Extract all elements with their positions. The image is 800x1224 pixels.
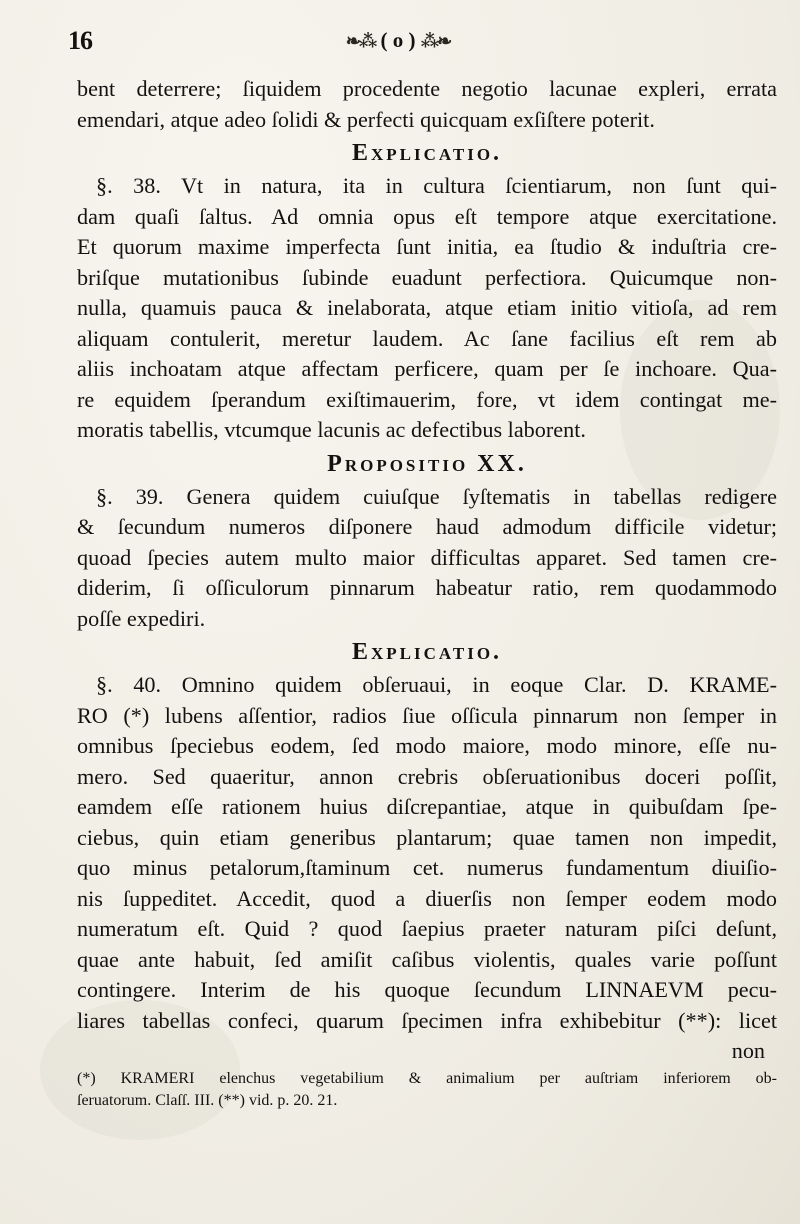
- section-title-explicatio: Explicatio.: [351, 140, 503, 166]
- text-line: omnibus ſpeciebus eodem, ſed modo maiore, modo minore, eſſe nu-: [77, 733, 777, 758]
- text-line: poſſe expediri.: [77, 605, 206, 631]
- page-header: [68, 26, 728, 62]
- text-line: Et quorum maxime imperfecta ſunt initia, ea ſtudio & induſtria cre-: [77, 234, 777, 259]
- running-head: [68, 28, 728, 53]
- footnote-line: (*) KRAMERI elenchus vegetabilium & animalium per auſtriam inferiorem ob-: [77, 1069, 777, 1087]
- page-number: 16: [68, 26, 92, 55]
- text-line: §. 38. Vt in natura, ita in cultura ſcientiarum, non ſunt qui-: [96, 173, 777, 198]
- footnote-line: ſeruatorum. Claſſ. III. (**) vid. p. 20. 21.: [77, 1091, 338, 1109]
- text-line: aliis inchoatam atque affectam perficere, quam per ſe inchoare. Qua-: [77, 356, 777, 381]
- text-line: quo minus petalorum,ſtaminum cet. numerus fundamentum diuiſio-: [77, 855, 777, 880]
- text-line: RO (*) lubens aſſentior, radios ſiue oſſicula pinnarum non ſemper in: [77, 702, 777, 728]
- text-line: bent deterrere; ſiquidem procedente negotio lacunae expleri, errata: [77, 76, 777, 101]
- ornament-right-icon: ⁂❧: [420, 31, 451, 51]
- text-line: & ſecundum numeros diſponere haud admodum difficile videtur;: [77, 514, 777, 539]
- text-line: nis ſuppeditet. Accedit, quod a diuerſis non ſemper eodem modo: [77, 885, 777, 911]
- text-line: quae ante habuit, ſed amiſit caſibus violentis, quales varie poſſunt: [77, 946, 777, 972]
- text-line: §. 39. Genera quidem cuiuſque ſyſtematis in tabellas redigere: [96, 483, 777, 509]
- text-line: §. 40. Omnino quidem obſeruaui, in eoque Clar. D. KRAME-: [96, 672, 777, 697]
- text-line: dam quaſi ſaltus. Ad omnia opus eſt tempore atque exercitatione.: [77, 203, 777, 229]
- text-line: numeratum eſt. Quid ? quod ſaepius praeter naturam piſci deſunt,: [77, 916, 777, 941]
- page-body: [77, 74, 777, 1112]
- text-line: moratis tabellis, vtcumque lacunis ac defectibus laborent.: [77, 417, 586, 442]
- text-line: re equidem ſperandum exiſtimauerim, fore, vt idem contingat me-: [77, 386, 777, 412]
- text-line: quoad ſpecies autem multo maior difficultas apparet. Sed tamen cre-: [77, 544, 777, 570]
- ornament-left-icon: ❧⁂: [345, 31, 376, 51]
- text-line: nulla, quamuis pauca & inelaborata, atque etiam initio vitioſa, ad rem: [77, 295, 777, 320]
- text-line: diderim, ſi oſſiculorum pinnarum habeatur ratio, rem quodammodo: [77, 575, 777, 600]
- footnotes: [77, 1068, 777, 1112]
- text-line: eamdem eſſe rationem huius diſcrepantiae, atque in quibuſdam ſpe-: [77, 794, 777, 819]
- catchword: non: [731, 1038, 765, 1063]
- text-line: emendari, atque adeo ſolidi & perfecti quicquam exſiſtere poterit.: [77, 106, 655, 132]
- text-line: liares tabellas confeci, quarum ſpecimen infra exhibebitur (**): licet: [77, 1007, 777, 1033]
- running-head-text: ( o ): [380, 28, 416, 52]
- text-line: contingere. Interim de his quoque ſecundum LINNAEVM pecu-: [77, 977, 777, 1002]
- section-title-explicatio-2: Explicatio.: [351, 639, 503, 665]
- text-line: briſque mutationibus ſubinde euadunt perfectiora. Quicumque non-: [77, 264, 777, 290]
- text-line: mero. Sed quaeritur, annon crebris obſeruationibus doceri poſſit,: [77, 763, 777, 789]
- section-title-propositio: Propositio XX.: [327, 450, 527, 477]
- text-line: ciebus, quin etiam generibus plantarum; quae tamen non impedit,: [77, 824, 777, 850]
- text-line: aliquam contulerit, meretur laudem. Ac ſane facilius eſt rem ab: [77, 325, 777, 351]
